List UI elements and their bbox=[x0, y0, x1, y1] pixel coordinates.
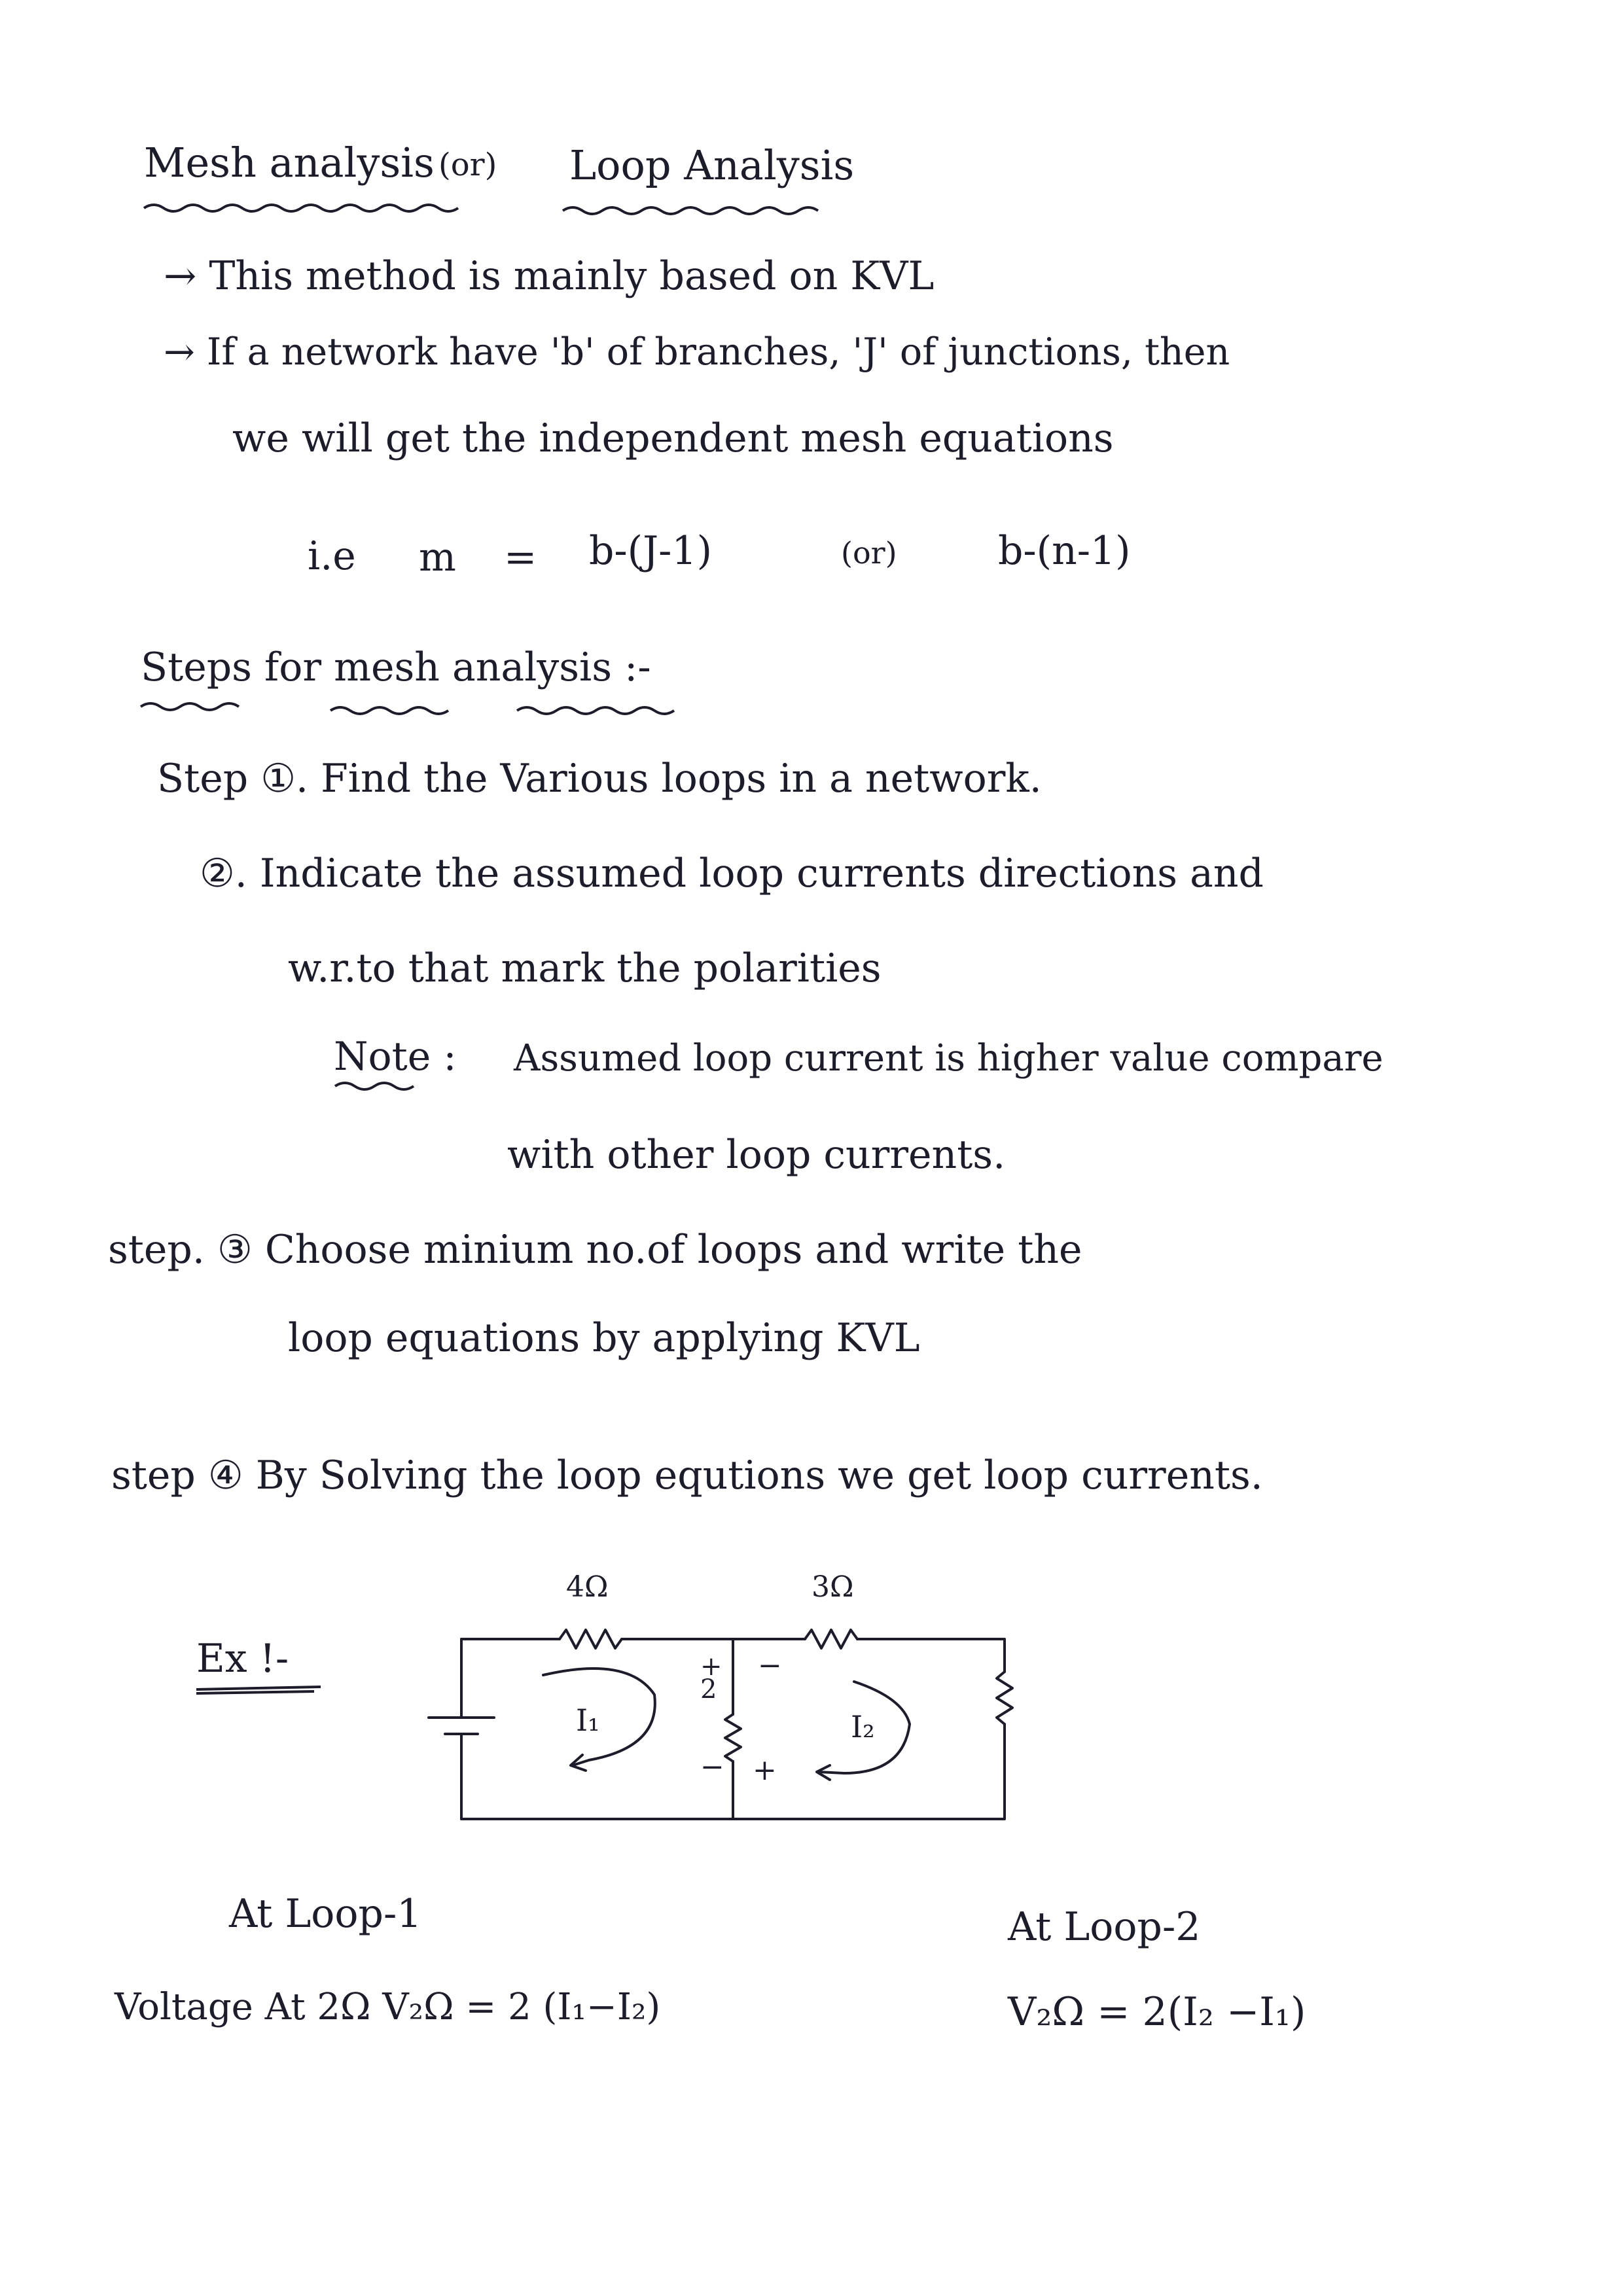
step-2-cont: w.r.to that mark the polarities bbox=[288, 945, 882, 991]
note-underline bbox=[335, 1080, 427, 1093]
formula-or: (or) bbox=[841, 535, 897, 571]
steps-heading: Steps for mesh analysis :- bbox=[141, 645, 651, 690]
formula-ie: i.e bbox=[308, 533, 356, 579]
loop1-heading: At Loop-1 bbox=[229, 1891, 422, 1937]
title-part2: Loop Analysis bbox=[569, 141, 855, 189]
plus-right: + bbox=[753, 1754, 777, 1787]
resistor-4ohm bbox=[560, 1630, 622, 1648]
bullet-method: → This method is mainly based on KVL bbox=[164, 253, 935, 299]
circuit-diagram bbox=[393, 1557, 1086, 1871]
title-connector: (or) bbox=[438, 147, 497, 183]
formula-m: m bbox=[419, 535, 456, 580]
step-2: ②. Indicate the assumed loop currents directions and bbox=[200, 851, 1264, 896]
bullet-network-cont: we will get the independent mesh equations bbox=[232, 415, 1114, 461]
label-r1: 4Ω bbox=[566, 1570, 609, 1604]
note-cont: with other loop currents. bbox=[507, 1132, 1006, 1178]
loop2-heading: At Loop-2 bbox=[1008, 1904, 1201, 1950]
formula-expr2: b-(n-1) bbox=[998, 528, 1131, 574]
label-i1: I₁ bbox=[576, 1703, 600, 1738]
step-4: step ④ By Solving the loop equtions we get loop currents. bbox=[111, 1453, 1263, 1498]
steps-underline-1 bbox=[141, 700, 245, 713]
bullet-network: → If a network have 'b' of branches, 'J' of junctions, then bbox=[164, 330, 1230, 374]
example-underline bbox=[196, 1682, 321, 1695]
step-3-cont: loop equations by applying KVL bbox=[288, 1315, 920, 1361]
steps-underline-2 bbox=[330, 704, 455, 717]
loop1-equation: Voltage At 2Ω V₂Ω = 2 (I₁−I₂) bbox=[115, 1986, 661, 2028]
label-i2: I₂ bbox=[851, 1709, 875, 1744]
minus-right: − bbox=[758, 1649, 782, 1682]
title-part1: Mesh analysis bbox=[144, 139, 435, 186]
formula-equals: = bbox=[504, 535, 537, 580]
note-label: Note : bbox=[334, 1034, 457, 1080]
loop2-equation: V₂Ω = 2(I₂ −I₁) bbox=[1008, 1989, 1306, 2035]
title-underline-1 bbox=[144, 202, 458, 215]
right-resistor bbox=[997, 1672, 1012, 1724]
minus-bottom: − bbox=[700, 1750, 724, 1784]
label-r2: 3Ω bbox=[812, 1570, 854, 1604]
resistor-3ohm bbox=[805, 1630, 857, 1648]
note-text: Assumed loop current is higher value compare bbox=[514, 1037, 1383, 1080]
step-1: Step ①. Find the Various loops in a network. bbox=[157, 756, 1042, 802]
label-mid-r: 2 bbox=[700, 1674, 717, 1704]
mid-resistor bbox=[725, 1714, 741, 1761]
step-3: step. ③ Choose minium no.of loops and write the bbox=[108, 1227, 1082, 1273]
top-wire-right bbox=[857, 1639, 1005, 1672]
example-label: Ex !- bbox=[196, 1636, 289, 1682]
plus-top: + bbox=[700, 1651, 722, 1682]
title-underline-2 bbox=[563, 204, 818, 217]
formula-expr1: b-(J-1) bbox=[589, 528, 712, 574]
steps-underline-3 bbox=[517, 704, 681, 717]
